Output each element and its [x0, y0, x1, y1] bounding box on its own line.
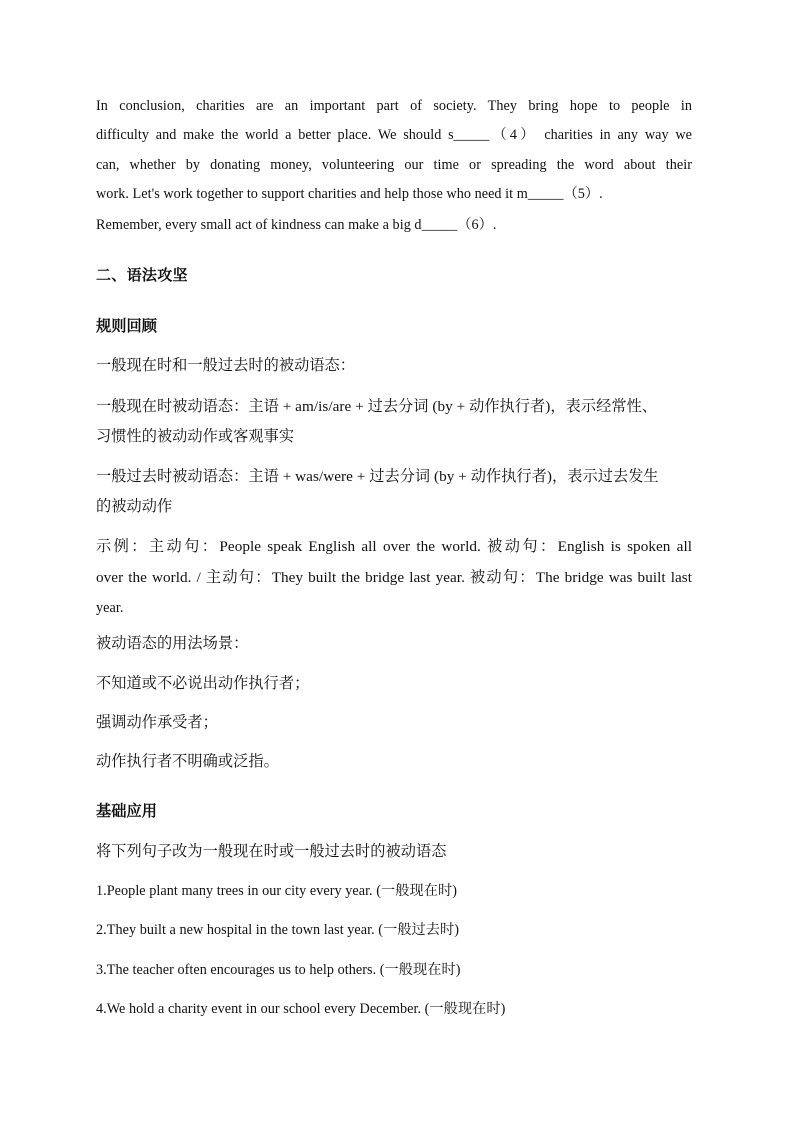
exercise-item-4: 4.We hold a charity event in our school every December. (一般现在时) [96, 1001, 506, 1017]
rule-line-5: 的被动动作 [96, 498, 173, 515]
example-line-2: over the world. / 主动句：They built the bridge last year. 被动句：The bridge was built last [96, 569, 692, 586]
intro-line-3: can, whether by donating money, volunteering our time or spreading the word about their [96, 157, 692, 173]
usage-line-2: 强调动作承受者； [96, 714, 218, 731]
exercise-item-2: 2.They built a new hospital in the town last year. (一般过去时) [96, 922, 460, 938]
intro-line-4: work. Let's work together to support charities and help those who need it m_____（5）. [96, 186, 603, 202]
rule-line-3: 习惯性的被动动作或客观事实 [96, 428, 295, 445]
usage-line-3: 动作执行者不明确或泛指。 [96, 753, 279, 770]
rule-line-4: 一般过去时被动语态：主语 + was/were + 过去分词 (by + 动作执行者)，表示过去发生 [96, 468, 659, 485]
rule-line-1: 一般现在时和一般过去时的被动语态： [96, 357, 356, 374]
exercise-item-3: 3.The teacher often encourages us to help others. (一般现在时) [96, 962, 461, 978]
basic-application-title: 基础应用 [96, 803, 157, 820]
intro-line-1: In conclusion, charities are an important part of society. They bring hope to people in [96, 98, 692, 114]
section-title: 二、语法攻坚 [96, 268, 188, 284]
example-line-1: 示例：主动句：People speak English all over the world. 被动句：English is spoken all [96, 538, 692, 555]
usage-line-1: 不知道或不必说出动作执行者； [96, 675, 310, 692]
usage-title: 被动语态的用法场景： [96, 635, 249, 652]
rule-line-2: 一般现在时被动语态：主语 + am/is/are + 过去分词 (by + 动作执行者)，表示经常性、 [96, 398, 658, 415]
basic-application-instruction: 将下列句子改为一般现在时或一般过去时的被动语态 [96, 843, 447, 860]
exercise-item-1: 1.People plant many trees in our city every year. (一般现在时) [96, 883, 457, 899]
intro-line-5: Remember, every small act of kindness can make a big d_____（6）. [96, 217, 497, 233]
example-line-3: year. [96, 600, 124, 616]
rule-review-title: 规则回顾 [96, 318, 157, 335]
intro-line-2: difficulty and make the world a better place. We should s_____（4） charities in any way we [96, 127, 692, 143]
